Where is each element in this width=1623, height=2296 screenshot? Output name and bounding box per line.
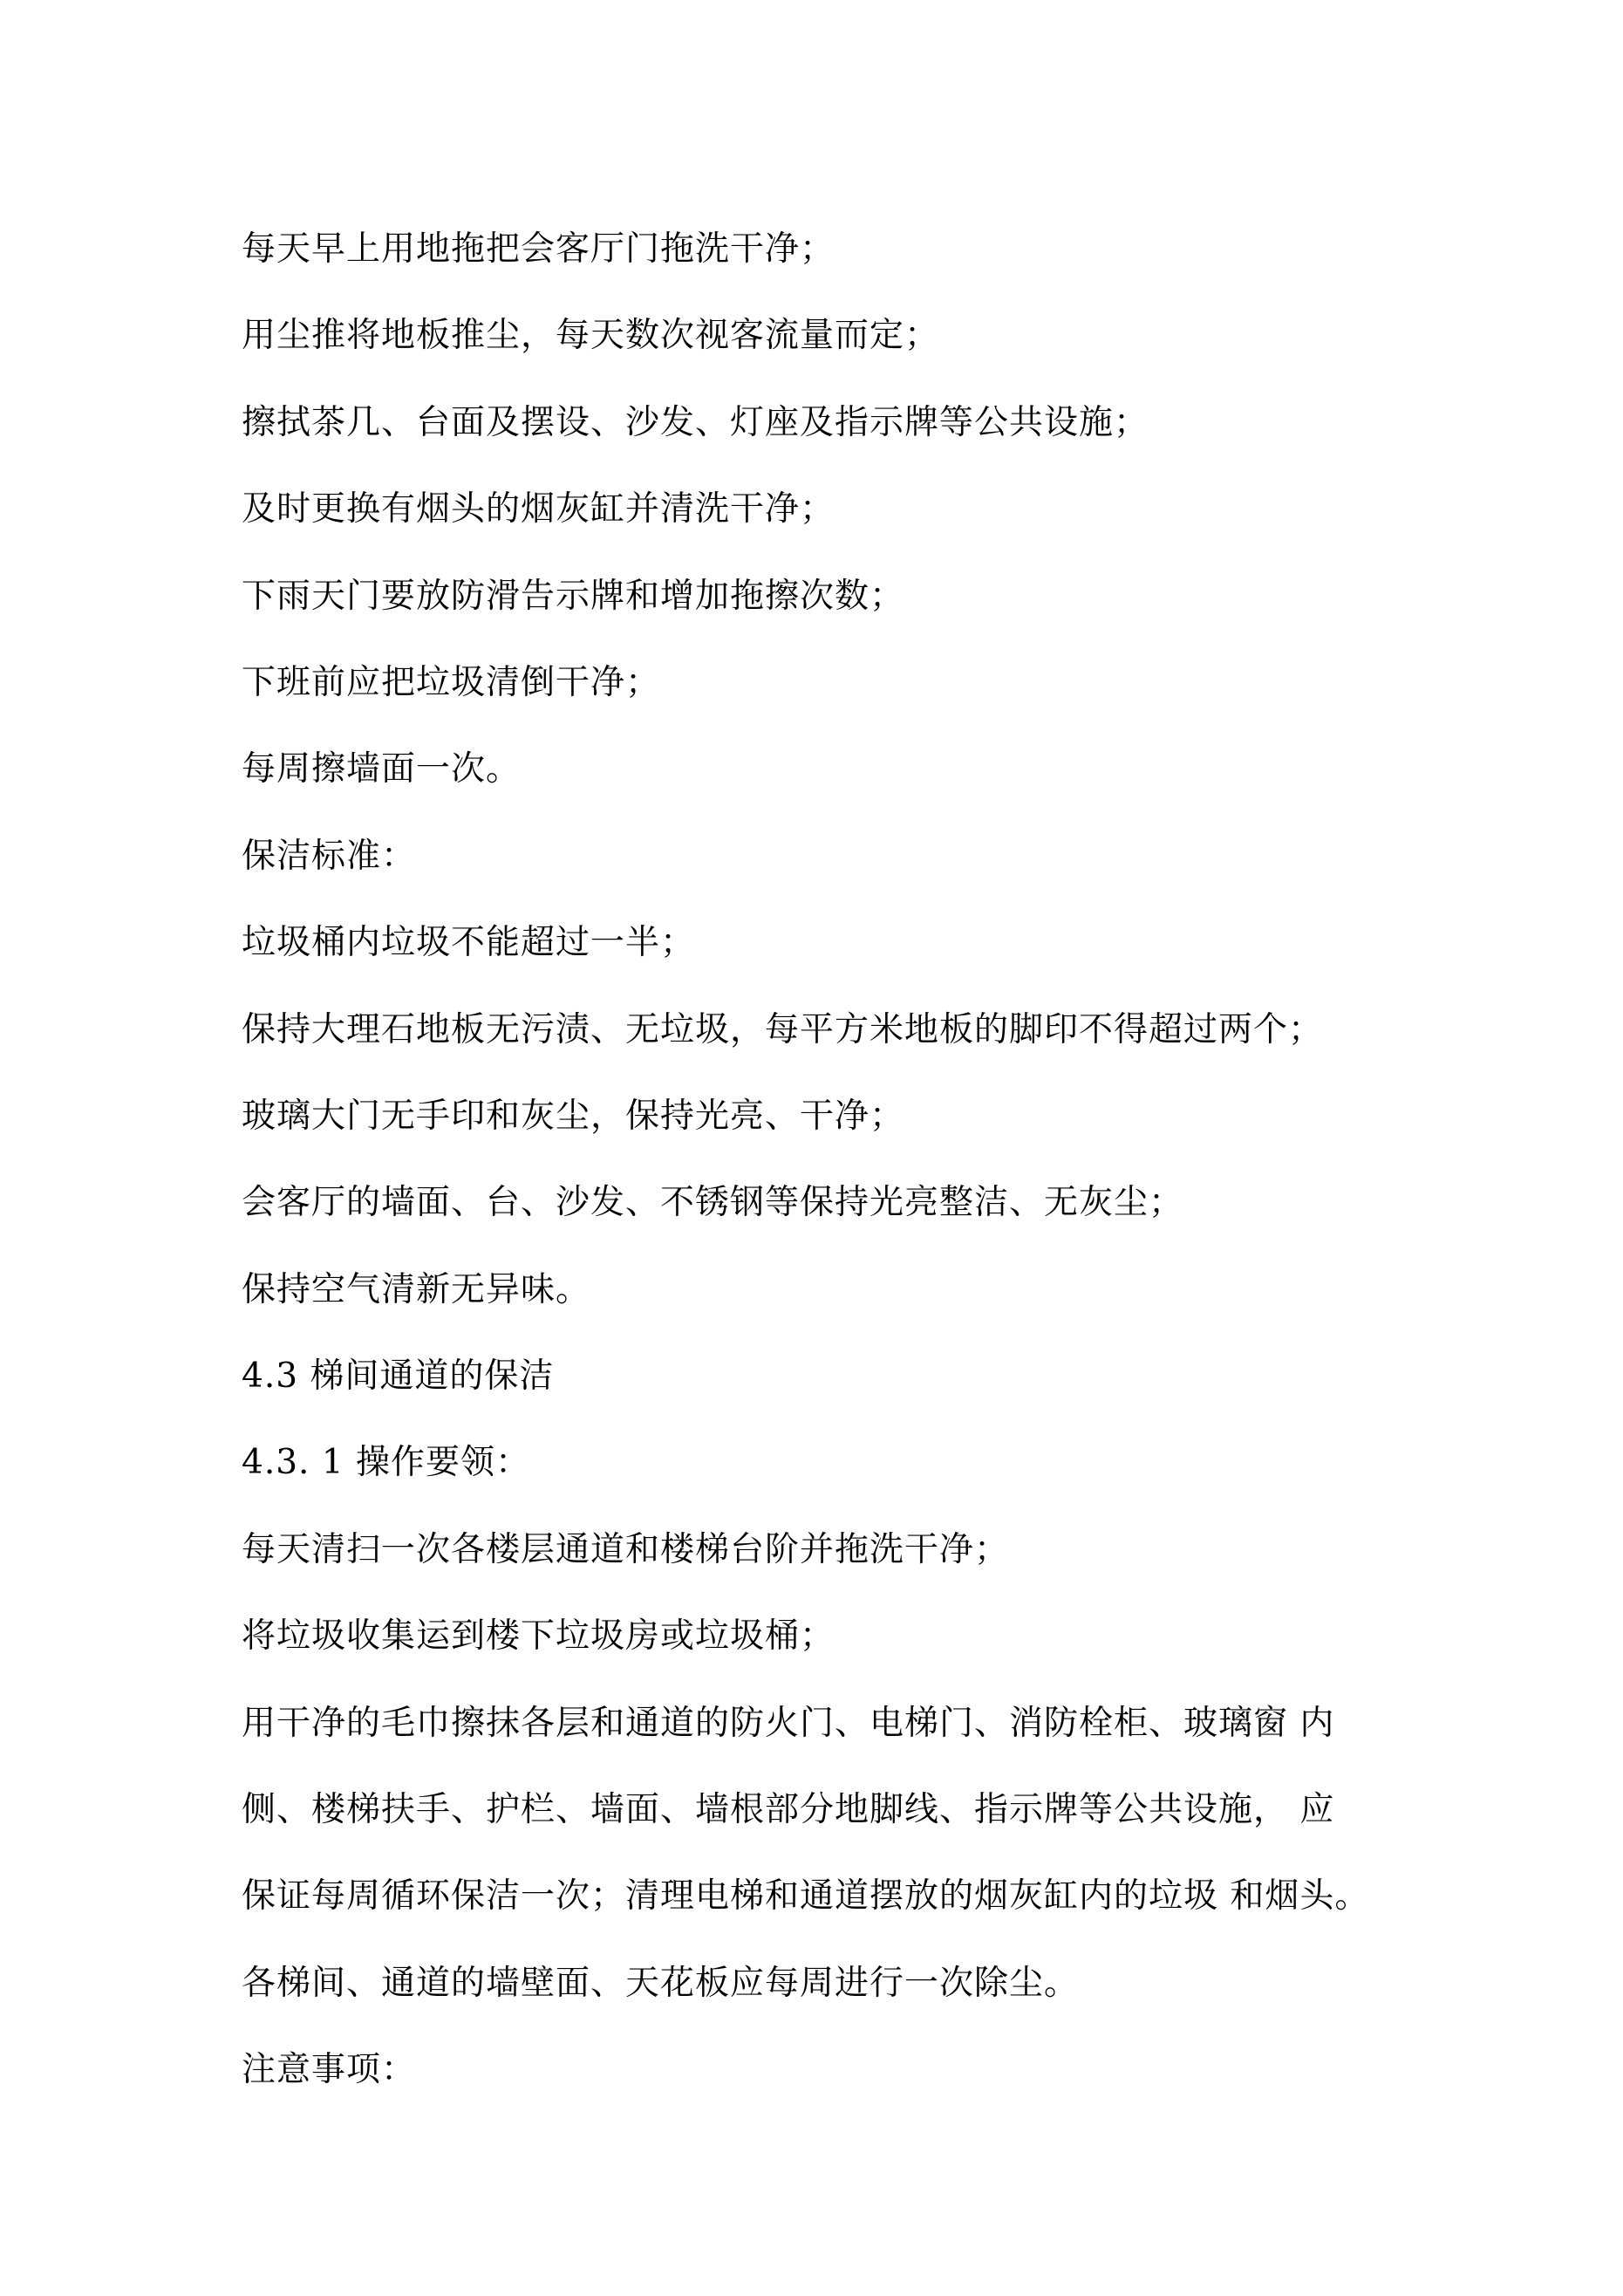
text-line: 保持大理石地板无污渍、无垃圾，每平方米地板的脚印不得超过两个； xyxy=(242,1009,1324,1049)
text-line: 用干净的毛巾擦抹各层和通道的防火门、电梯门、消防栓柜、玻璃窗 内 xyxy=(242,1703,1335,1743)
text-line: 下班前应把垃圾清倒干净； xyxy=(242,662,661,702)
section-heading: 保洁标准： xyxy=(242,836,417,876)
text-line: 垃圾桶内垃圾不能超过一半； xyxy=(242,923,696,963)
text-line: 擦拭茶几、台面及摆设、沙发、灯座及指示牌等公共设施； xyxy=(242,402,1149,442)
section-heading: 4.3 梯间通道的保洁 xyxy=(242,1356,555,1397)
text-line: 侧、楼梯扶手、护栏、墙面、墙根部分地脚线、指示牌等公共设施， 应 xyxy=(242,1790,1335,1830)
section-heading: 注意事项： xyxy=(242,2050,417,2090)
subsection-heading: 4.3. 1 操作要领： xyxy=(242,1443,531,1483)
text-line: 每天清扫一次各楼层通道和楼梯台阶并拖洗干净； xyxy=(242,1529,1010,1569)
text-line: 将垃圾收集运到楼下垃圾房或垃圾桶； xyxy=(242,1616,835,1657)
text-line: 各梯间、通道的墙壁面、天花板应每周进行一次除尘。 xyxy=(242,1963,1080,2003)
document-body xyxy=(242,206,1410,2114)
text-line: 用尘推将地板推尘，每天数次视客流量而定； xyxy=(242,316,940,356)
text-line: 玻璃大门无手印和灰尘，保持光亮、干净； xyxy=(242,1096,905,1136)
text-line: 下雨天门要放防滑告示牌和增加拖擦次数； xyxy=(242,576,905,616)
text-line: 会客厅的墙面、台、沙发、不锈钢等保持光亮整洁、无灰尘； xyxy=(242,1183,1184,1223)
text-line: 每天早上用地拖把会客厅门拖洗干净； xyxy=(242,229,835,269)
text-line: 保持空气清新无异味。 xyxy=(242,1269,591,1309)
text-line: 保证每周循环保洁一次；清理电梯和通道摆放的烟灰缸内的垃圾 和烟头。 xyxy=(242,1876,1370,1917)
text-line: 及时更换有烟头的烟灰缸并清洗干净； xyxy=(242,489,835,530)
text-line: 每周擦墙面一次。 xyxy=(242,749,522,789)
